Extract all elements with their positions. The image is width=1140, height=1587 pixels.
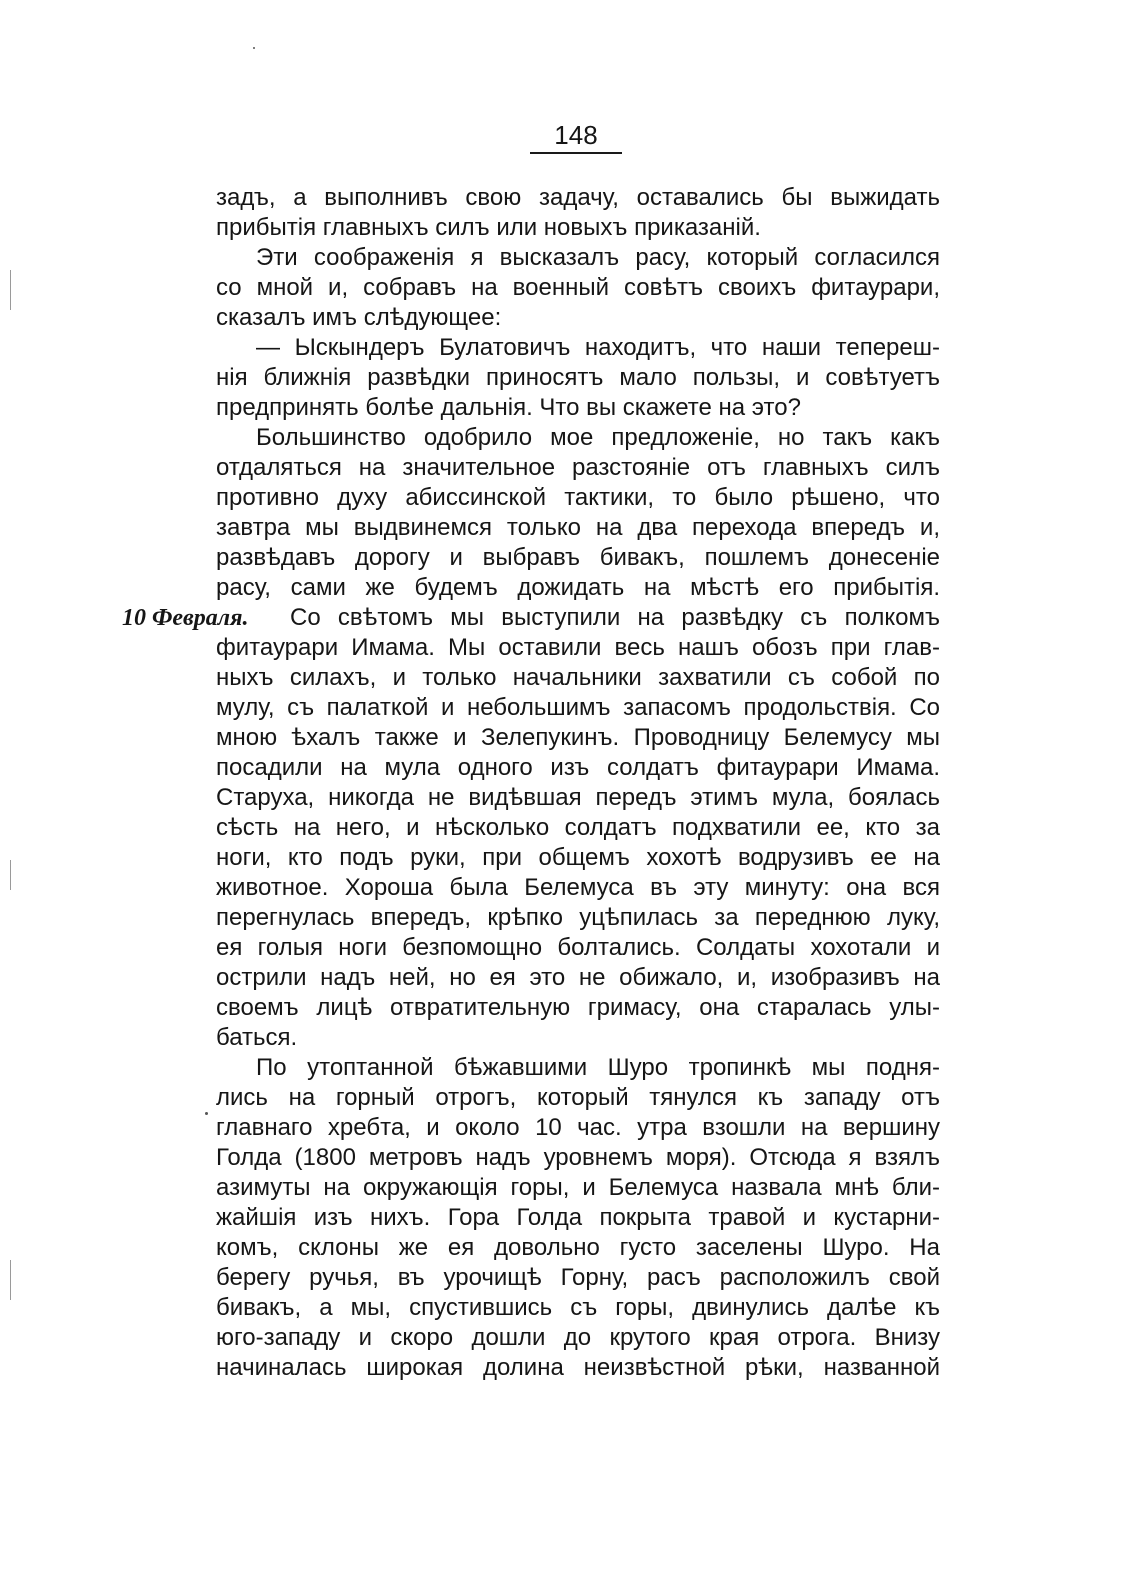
date-label: 10 Февраля. <box>122 605 249 631</box>
text-line: лись на горный отрогъ, который тянулся къ западу отъ <box>216 1084 940 1111</box>
text-line: Голда (1800 метровъ надъ уровнемъ моря). Отсюда я взялъ <box>216 1144 940 1171</box>
text-line: развѣдавъ дорогу и выбравъ бивакъ, пошлемъ донесеніе <box>216 544 940 571</box>
text-line: мулу, съ палаткой и небольшимъ запасомъ продольствія. Со <box>216 694 940 721</box>
text-line: азимуты на окружающія горы, и Белемуса назвала мнѣ бли- <box>216 1174 940 1201</box>
text-line: Старуха, никогда не видѣвшая передъ этимъ мула, боялась <box>216 784 940 811</box>
text-line: своемъ лицѣ отвратительную гримасу, она старалась улы- <box>216 994 940 1021</box>
text-line: баться. <box>216 1024 298 1051</box>
text-line: жайшія изъ нихъ. Гора Голда покрыта травой и кустарни- <box>216 1204 940 1231</box>
text-line: комъ, склоны же ея довольно густо заселены Шуро. На <box>216 1234 940 1261</box>
text-line: начиналась широкая долина неизвѣстной рѣки, названной <box>216 1354 940 1381</box>
text-line: сказалъ имъ слѣдующее: <box>216 304 502 331</box>
text-line: острили надъ ней, но ея это не обижало, и, изобразивъ на <box>216 964 940 991</box>
text-line: завтра мы выдвинемся только на два перехода впередъ и, <box>216 514 940 541</box>
text-line: мною ѣхалъ также и Зелепукинъ. Проводницу Белемусу мы <box>216 724 940 751</box>
margin-mark <box>10 1260 11 1300</box>
text-line: берегу ручья, въ урочищѣ Горну, расъ расположилъ свой <box>216 1264 940 1291</box>
text-line: отдаляться на значительное разстояніе отъ главныхъ силъ <box>216 454 940 481</box>
scan-speck <box>253 47 255 49</box>
text-line: животное. Хороша была Белемуса въ эту минуту: она вся <box>216 874 940 901</box>
text-line: нія ближнія развѣдки приносятъ мало пользы, и совѣтуетъ <box>216 364 940 391</box>
text-line: Большинство одобрило мое предложеніе, но такъ какъ <box>256 424 940 451</box>
text-line: со мной и, собравъ на военный совѣтъ своихъ фитаурари, <box>216 274 940 301</box>
text-line: противно духу абиссинской тактики, то было рѣшено, что <box>216 484 940 511</box>
text-line: посадили на мула одного изъ солдатъ фитаурари Имама. <box>216 754 940 781</box>
text-line: — Ыскындеръ Булатовичъ находитъ, что наши теперeш- <box>256 334 940 361</box>
text-line: юго-западу и скоро дошли до крутого края отрога. Внизу <box>216 1324 940 1351</box>
date-entry-first-line: Со свѣтомъ мы выступили на развѣдку съ полкомъ <box>290 604 940 631</box>
text-line: главнаго хребта, и около 10 час. утра взошли на вершину <box>216 1114 940 1141</box>
scan-speck <box>205 1112 208 1115</box>
text-line: фитаурари Имама. Мы оставили весь нашъ обозъ при глав- <box>216 634 940 661</box>
text-block-before-date <box>216 183 940 603</box>
text-line: ноги, кто подъ руки, при общемъ хохотѣ водрузивъ ее на <box>216 844 940 871</box>
page-number: 148 <box>554 120 598 150</box>
text-line: предпринять болѣе дальнія. Что вы скажете на это? <box>216 394 801 421</box>
text-line: перегнулась впередъ, крѣпко уцѣпилась за переднюю луку, <box>216 904 940 931</box>
text-line: задъ, а выполнивъ свою задачу, оставались бы выжидать <box>216 184 940 211</box>
margin-mark <box>10 860 11 890</box>
page-number-rule <box>530 152 622 154</box>
text-line: расу, сами же будемъ дожидать на мѣстѣ его прибытія. <box>216 574 940 601</box>
text-line: ныхъ силахъ, и только начальники захватили съ собой по <box>216 664 940 691</box>
text-line: бивакъ, а мы, спустившись съ горы, двинулись далѣе къ <box>216 1294 940 1321</box>
text-line: По утоптанной бѣжавшими Шуро тропинкѣ мы подня- <box>256 1054 940 1081</box>
margin-mark <box>10 270 11 310</box>
text-block-after-date <box>216 633 940 1383</box>
text-line: сѣсть на него, и нѣсколько солдатъ подхватили ее, кто за <box>216 814 940 841</box>
text-line: Эти соображенія я высказалъ расу, который согласился <box>256 244 940 271</box>
text-line: ея голыя ноги безпомощно болтались. Солдаты хохотали и <box>216 934 940 961</box>
text-line: прибытія главныхъ силъ или новыхъ приказаній. <box>216 214 761 241</box>
